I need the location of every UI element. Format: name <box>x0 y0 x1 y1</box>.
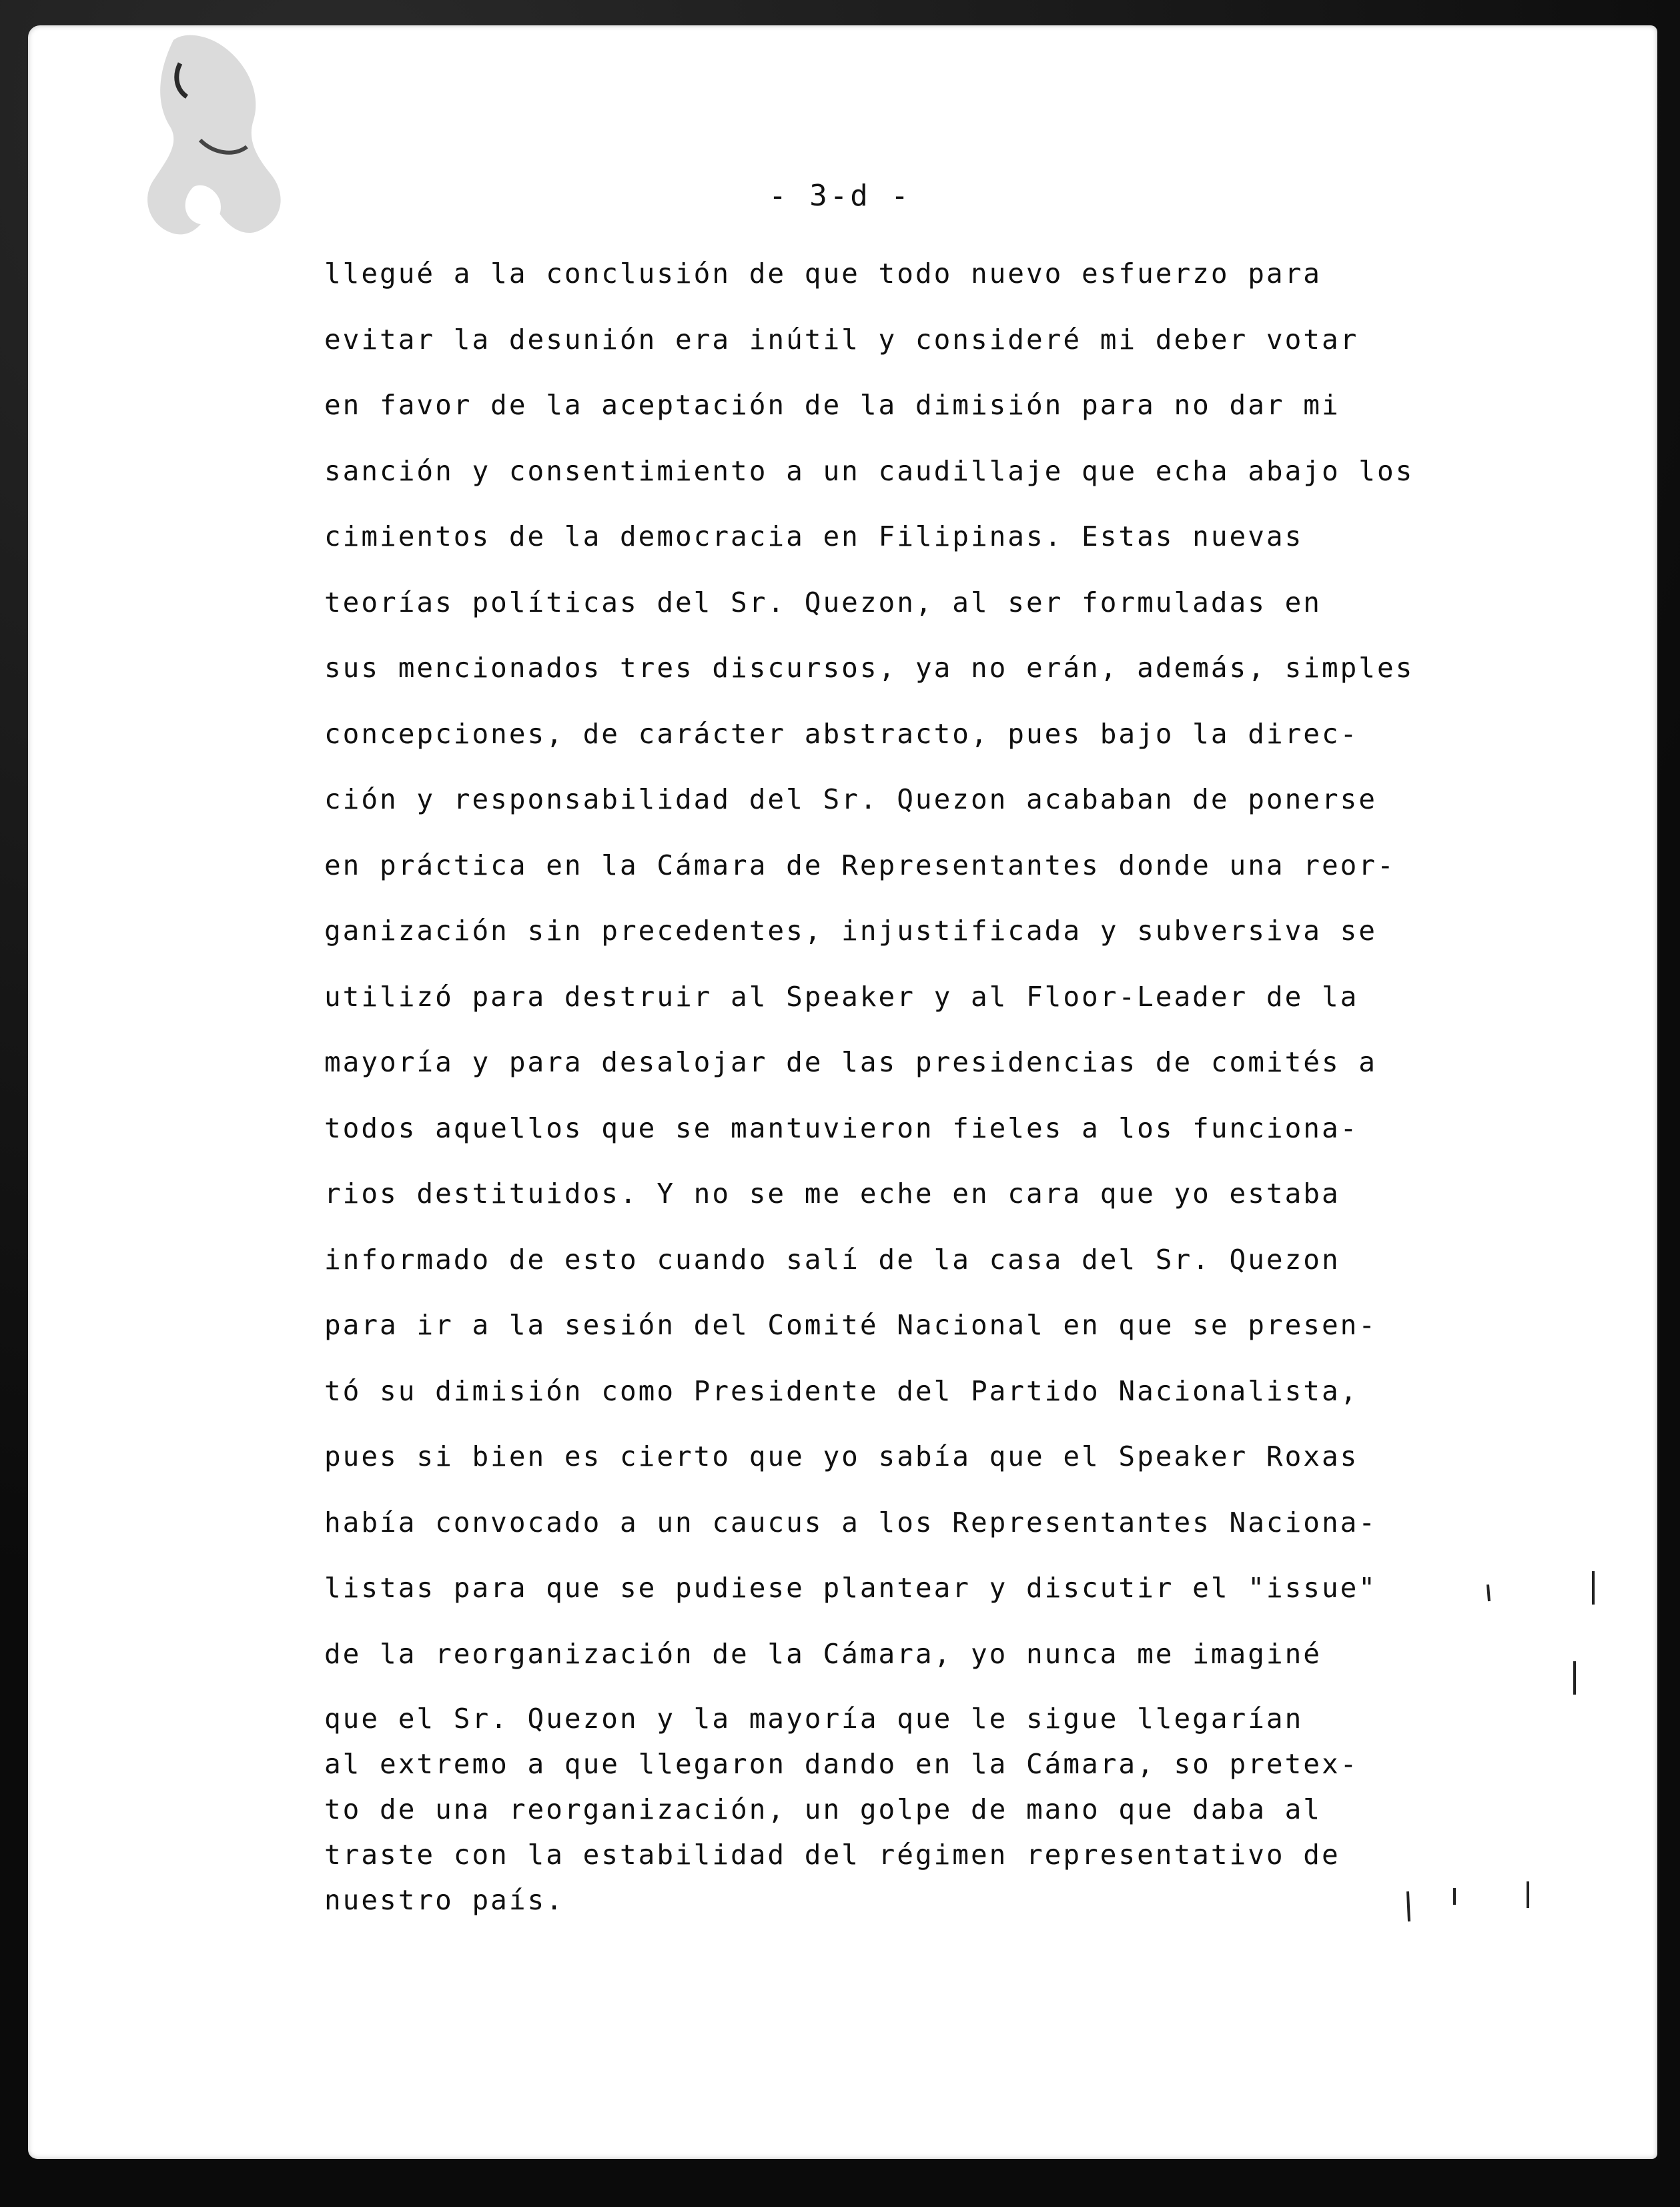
text-line: para ir a la sesión del Comité Nacional en que se presen- <box>324 1309 1377 1341</box>
text-line: rios destituidos. Y no se me eche en cara que yo estaba <box>324 1178 1340 1210</box>
text-line: nuestro país. <box>324 1884 564 1916</box>
text-line: en favor de la aceptación de la dimisión para no dar mi <box>324 389 1340 421</box>
body-text <box>324 250 1579 1923</box>
text-line: concepciones, de carácter abstracto, pues bajo la direc- <box>324 717 1359 750</box>
text-line: tó su dimisión como Presidente del Partido Nacionalista, <box>324 1374 1359 1407</box>
text-line: evitar la desunión era inútil y consideré mi deber votar <box>324 323 1359 356</box>
text-line: ganización sin precedentes, injustificada y subversiva se <box>324 915 1377 947</box>
text-line: utilizó para destruir al Speaker y al Floor-Leader de la <box>324 980 1359 1013</box>
text-line: al extremo a que llegaron dando en la Cámara, so pretex- <box>324 1748 1359 1780</box>
text-line: en práctica en la Cámara de Representantes donde una reor- <box>324 849 1396 881</box>
text-line: llegué a la conclusión de que todo nuevo esfuerzo para <box>324 258 1322 290</box>
text-line: sus mencionados tres discursos, ya no erán, además, simples <box>324 652 1414 684</box>
text-line: todos aquellos que se mantuvieron fieles a los funciona- <box>324 1112 1359 1144</box>
text-line: había convocado a un caucus a los Representantes Naciona- <box>324 1506 1377 1538</box>
ink-stain-mark <box>133 27 307 280</box>
text-line: cimientos de la democracia en Filipinas. Estas nuevas <box>324 520 1304 552</box>
text-line: traste con la estabilidad del régimen representativo de <box>324 1839 1340 1871</box>
text-line: que el Sr. Quezon y la mayoría que le sigue llegarían <box>324 1703 1304 1735</box>
text-line: de la reorganización de la Cámara, yo nunca me imaginé <box>324 1637 1322 1670</box>
text-line: mayoría y para desalojar de las presidencias de comités a <box>324 1046 1377 1078</box>
text-line: listas para que se pudiese plantear y discutir el "issue" <box>324 1572 1377 1604</box>
text-line: sanción y consentimiento a un caudillaje que echa abajo los <box>324 454 1414 487</box>
text-line: to de una reorganización, un golpe de mano que daba al <box>324 1793 1322 1825</box>
text-line: teorías políticas del Sr. Quezon, al ser formuladas en <box>324 586 1322 618</box>
text-line: pues si bien es cierto que yo sabía que el Speaker Roxas <box>324 1440 1359 1472</box>
text-line: informado de esto cuando salí de la casa del Sr. Quezon <box>324 1243 1340 1276</box>
page-number: - 3-d - <box>769 179 911 213</box>
text-line: ción y responsabilidad del Sr. Quezon acababan de ponerse <box>324 783 1377 815</box>
